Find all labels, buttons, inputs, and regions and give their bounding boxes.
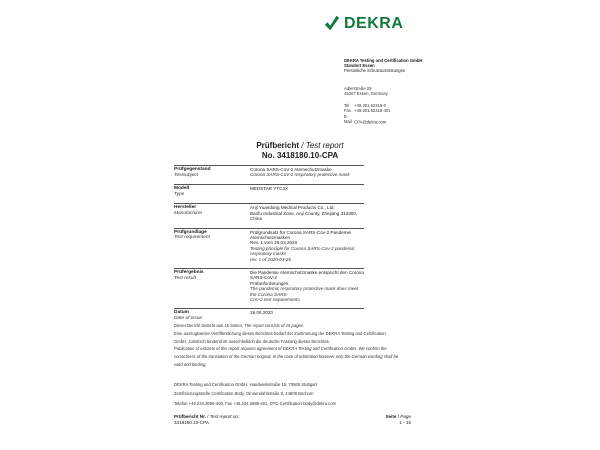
row-value: 19.06.2020 (250, 310, 273, 316)
legal-notice (174, 322, 436, 369)
page-ref-de: Seite (385, 414, 397, 419)
row-value: Rev. 1 vom 26.03.2020 (250, 240, 298, 246)
page-ref-en: Page (400, 414, 411, 419)
footer-body-de: Zertifizierungsstelle (174, 391, 212, 397)
row-key-en: Type (174, 191, 185, 197)
footer-address (174, 380, 336, 408)
org-header (344, 58, 422, 73)
detail-row (174, 184, 364, 197)
fax-label: Fax (344, 108, 351, 114)
row-key-en: Manufacturer (174, 210, 203, 216)
org-contact (344, 103, 391, 125)
brand-name: DEKRA (344, 15, 404, 32)
footer-body-address: , Dinnendahlstraße 9, 44809 Bochum (244, 391, 314, 397)
detail-row (174, 228, 364, 262)
footer-page-ref: Seite / Page 1 - 15 (385, 414, 411, 426)
page-ref-value: 1 - 15 (399, 420, 411, 426)
footer-contact: Telefon +49.234.3696-400, Fax +49.234.3696-401, DTC-Certification-body@dekra.com (174, 400, 337, 406)
org-address (344, 86, 388, 96)
row-value-en: The pandemic respiratory protective mask does meet the Corona SARS- (250, 286, 359, 297)
detail-row (174, 203, 364, 221)
row-key-de: Hersteller (174, 205, 197, 211)
notice-line: Eine auszugsweise Veröffentlichung dieses Berichtes bedarf der Zustimmung der DEKRA Testing and Certification (174, 330, 386, 336)
title-de: Prüfbericht (256, 141, 300, 150)
row-key-de: Prüfgrundlage (174, 229, 207, 235)
detail-row (174, 308, 364, 321)
row-key-en: Test requirement (174, 235, 210, 241)
org-city: 45307 Essen, Germany (344, 91, 388, 96)
row-value-en: rev. 1 of 2020-03-26 (250, 256, 292, 262)
row-key-en: Testsubject (174, 172, 199, 178)
row-key-en: Date of issue (174, 316, 202, 322)
report-details (174, 165, 364, 328)
notice-pages-de: Dieser Bericht besteht aus 15 Seiten. (174, 323, 245, 328)
notice-pages-en: The report consists of 15 pages. (244, 323, 305, 328)
report-number: No. 3418180.10-CPA (261, 151, 339, 160)
report-ref-number: 3418180.10-CPA (174, 420, 209, 426)
row-value: MEDSTAR YTC3X (250, 186, 289, 192)
row-value: Baofu Industrial Zone, Anji County, Zhejiang 313300, China (250, 210, 358, 222)
row-key-de: Prüfergebnis (174, 270, 204, 276)
tel-value: +49.201.52319-0 (354, 103, 386, 108)
row-value-en: Testing principle for Corona SARS-Cov-2 pandemic respiratory masks (250, 245, 355, 257)
row-value-en: CoV-2 test requirements. (250, 297, 301, 303)
fax-value: +49.201.52319-401 (354, 108, 391, 114)
row-value: Corona SARS-CoV-2 Atemschutzmaske (250, 167, 332, 172)
detail-row (174, 165, 364, 178)
report-title (0, 141, 600, 160)
email-value: CPA@dekra.com (354, 119, 387, 125)
dekra-logo-icon (323, 15, 341, 33)
notice-line-en: Publication of extracts of this report requires agreement of DEKRA Testing and Certification GmbH. We confirm the (174, 346, 387, 352)
org-name: DEKRA Testing and Certification GmbH (344, 58, 423, 63)
email-label: E-Mail (344, 113, 352, 125)
row-key-en: Test result (174, 275, 196, 281)
dekra-logo (323, 14, 403, 34)
org-site: Standort Essen (344, 63, 375, 68)
report-ref-de: Prüfbericht Nr. (174, 414, 206, 419)
detail-row (174, 268, 364, 302)
row-value: Anji Yuandong Medical Products Co., Ltd. (250, 205, 335, 211)
tel-label: Tel (344, 103, 350, 108)
row-value: Prüfanforderungen. (250, 280, 290, 286)
title-sep: / (299, 141, 306, 150)
row-value-en: Corona SARS-CoV-2 respiratory protective mask (250, 172, 350, 178)
report-ref-en: Test report no. (209, 414, 240, 419)
row-key-de: Prüfgegenstand (174, 167, 211, 172)
notice-line: GmbH. Juristisch bindend ist ausschließlich die deutsche Fassung dieses Berichtes. (174, 338, 330, 344)
footer-report-ref: Prüfbericht Nr. / Test report no.: 3418180.10-CPA (174, 414, 241, 426)
row-key-de: Modell (174, 186, 190, 192)
notice-line-en: valid and binding. (174, 361, 207, 367)
org-street: Adlerstraße 29 (344, 86, 372, 91)
footer-company: DEKRA Testing and Certification GmbH, Handwerkstraße 15, 70565 Stuttgart (174, 382, 318, 387)
row-value: Die Pandemie Atemschutzmaske entspricht den Corona SARS-CoV-2 (250, 270, 364, 281)
row-value: Prüfgrundsatz für Corona SARS-Cov-2 Pandemie Atemschutzmasken (250, 229, 352, 240)
footer-body-en: Certification Body (211, 391, 245, 397)
notice-line-en: correctness of the translation of the German original. In the case of arbitration however only the German wording shall be (174, 354, 399, 360)
row-key-de: Datum (174, 310, 189, 316)
org-dept: Persönliche Schutzausrüstungen (344, 68, 406, 73)
title-en: Test report (305, 141, 344, 150)
